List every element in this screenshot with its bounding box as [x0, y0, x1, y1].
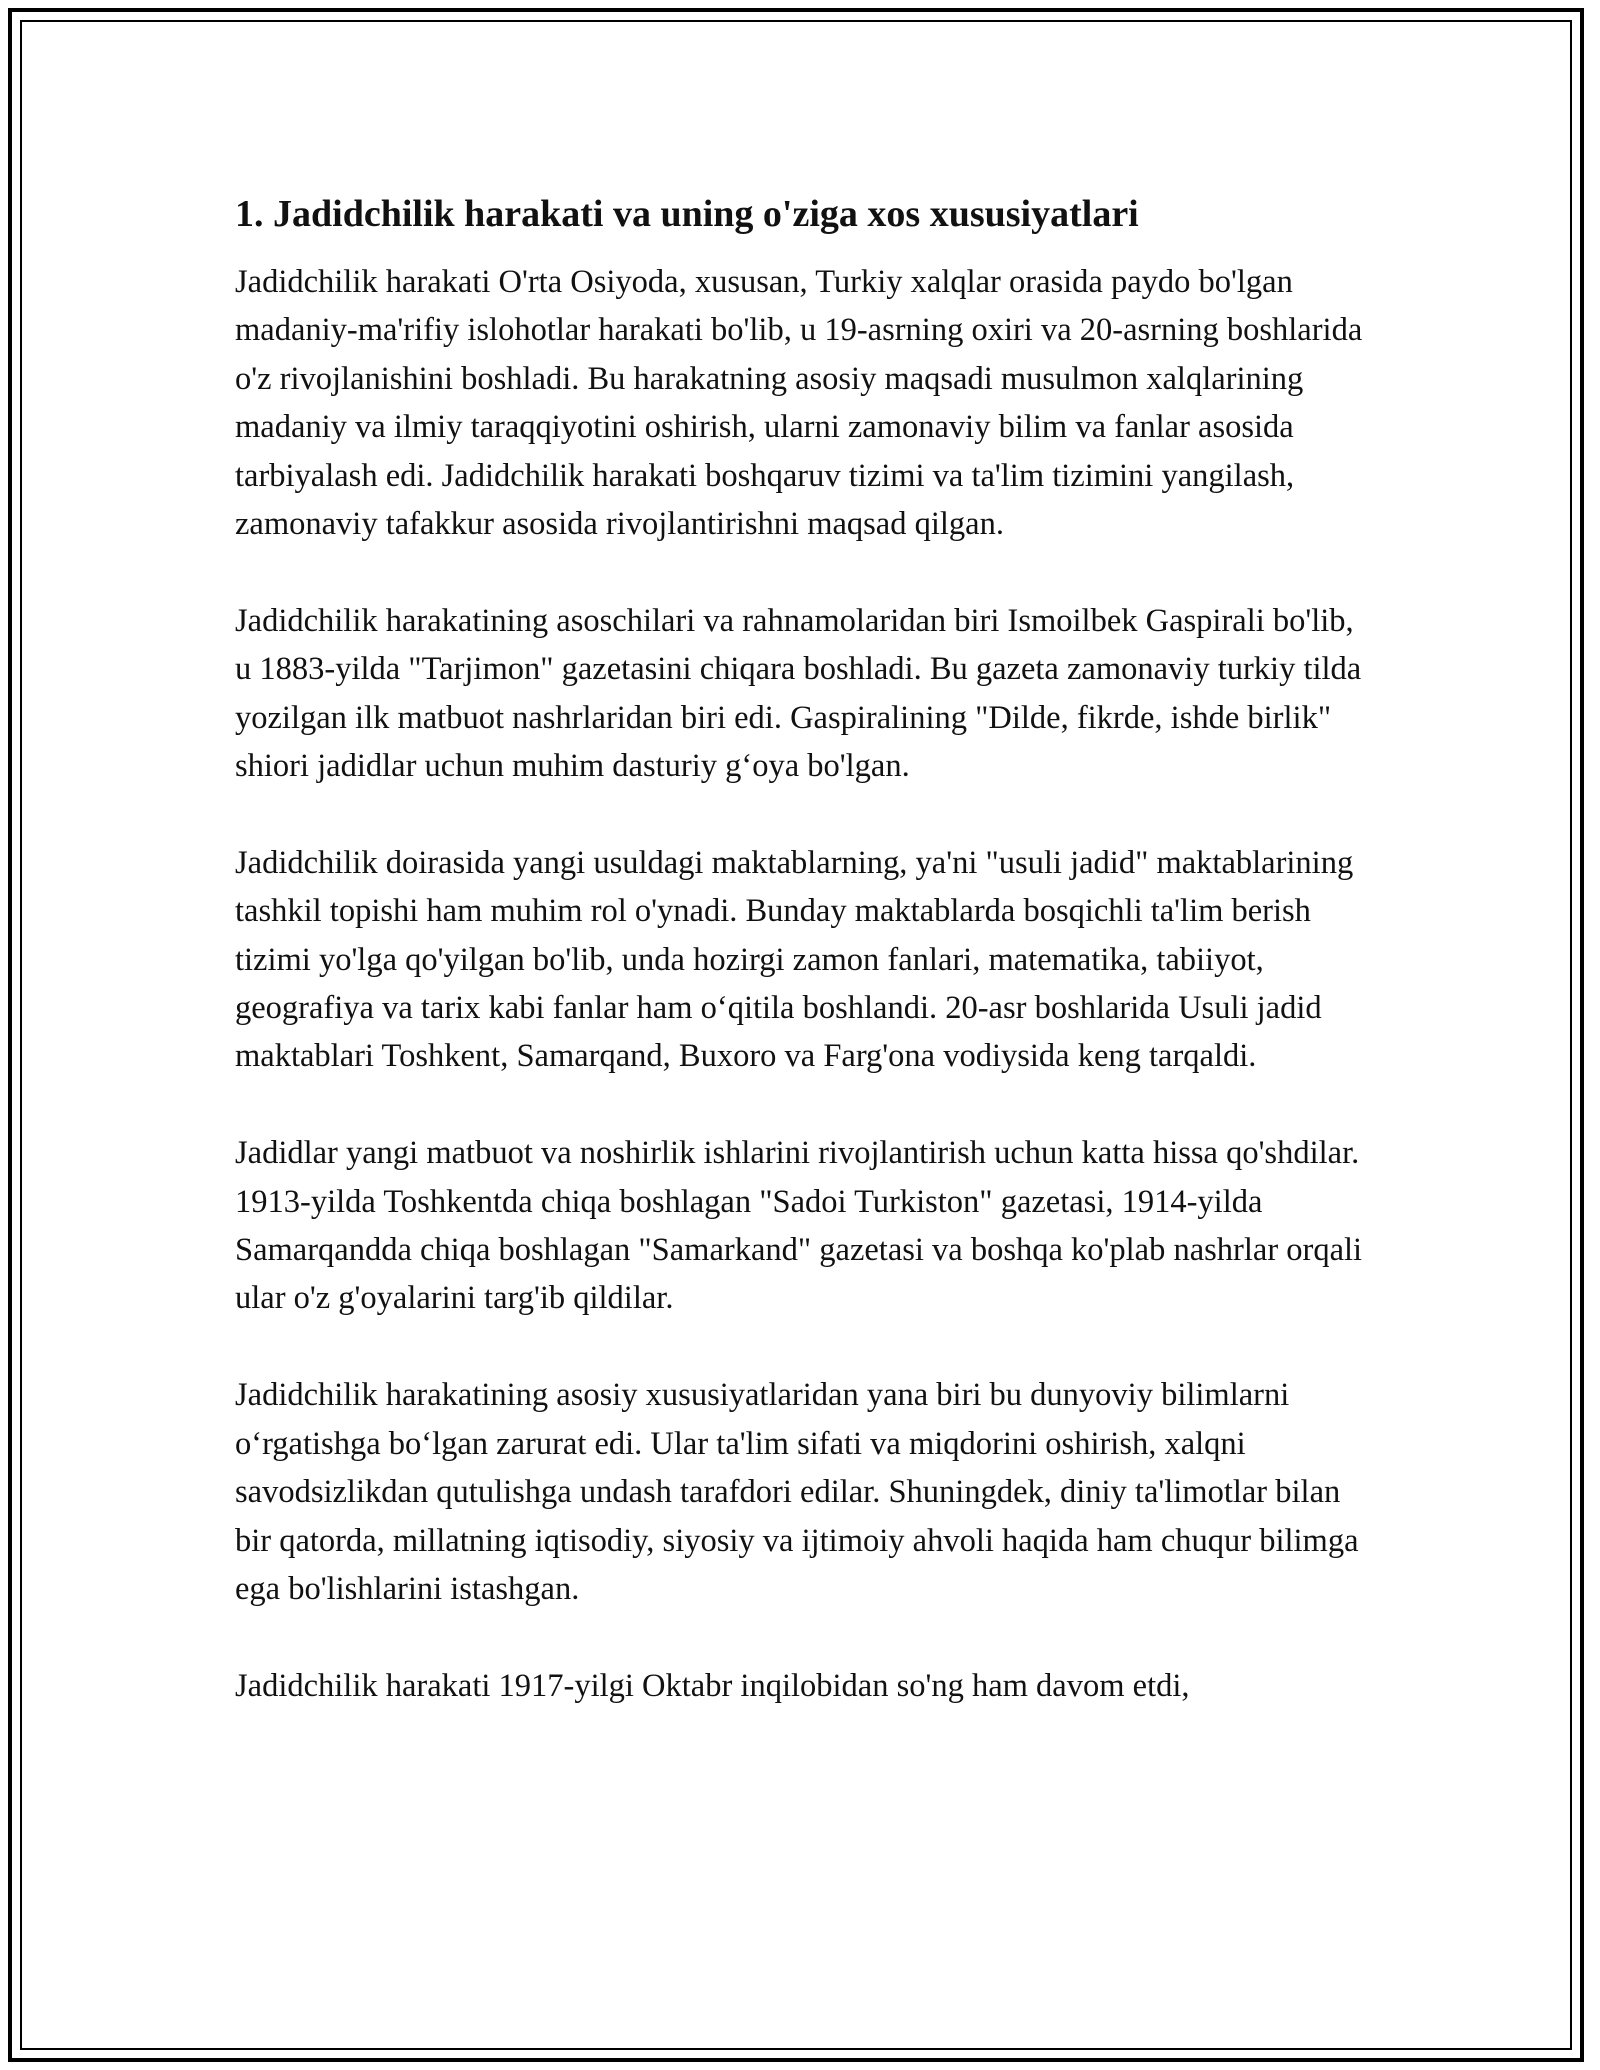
paragraph-secular-knowledge: Jadidchilik harakatining asosiy xususiyatlaridan yana biri bu dunyoviy bilimlarni o‘rgatishga bo‘lgan zarurat edi. Ular ta'lim sifati va miqdorini oshirish, xalqni savodsizlikdan qutulishga undash tarafdori edilar. Shuningdek, diniy ta'limotlar bilan bir qatorda, millatning iqtisodiy, siyosiy va ijtimoiy ahvoli haqida ham chuqur bilimga ega bo'lishlarini istashgan. — [235, 1377, 1359, 1607]
paragraph-press: Jadidlar yangi matbuot va noshirlik ishlarini rivojlantirish uchun katta hissa qo'shdilar. 1913-yilda Toshkentda chiqa boshlagan "Sadoi Turkiston" gazetasi, 1914-yilda Samarqandda chiqa boshlagan "Samarkand" gazetasi va boshqa ko'plab nashrlar orqali ular o'z g'oyalarini targ'ib qildilar. — [235, 1135, 1363, 1317]
paragraph-intro: Jadidchilik harakati O'rta Osiyoda, xususan, Turkiy xalqlar orasida paydo bo'lgan madaniy-ma'rifiy islohotlar harakati bo'lib, u 19-asrning oxiri va 20-asrning boshlarida o'z rivojlanishini boshladi. Bu harakatning asosiy maqsadi musulmon xalqlarining madaniy va ilmiy taraqqiyotini oshirish, ularni zamonaviy bilim va fanlar asosida tarbiyalash edi. Jadidchilik harakati boshqaruv tizimi va ta'lim tizimini yangilash, zamonaviy tafakkur asosida rivojlantirishni maqsad qilgan. — [235, 264, 1363, 543]
paragraph-gaspirali: Jadidchilik harakatining asoschilari va rahnamolaridan biri Ismoilbek Gaspirali bo'lib, u 1883-yilda "Tarjimon" gazetasini chiqara boshladi. Bu gazeta zamonaviy turkiy tilda yozilgan ilk matbuot nashrlaridan biri edi. Gaspiralining "Dilde, fikrde, ishde birlik" shiori jadidlar uchun muhim dasturiy g‘oya bo'lgan. — [235, 602, 1362, 785]
paragraph-usuli-jadid: Jadidchilik doirasida yangi usuldagi maktablarning, ya'ni "usuli jadid" maktablarining tashkil topishi ham muhim rol o'ynadi. Bunday maktablarda bosqichli ta'lim berish tizimi yo'lga qo'yilgan bo'lib, unda hozirgi zamon fanlari, matematika, tabiiyot, geografiya va tarix kabi fanlar ham o‘qitila boshlandi. 20-asr boshlarida Usuli jadid maktablari Toshkent, Samarqand, Buxoro va Farg'ona vodiysida keng tarqaldi. — [235, 844, 1354, 1075]
section-heading: 1. Jadidchilik harakati va uning o'ziga xos xususiyatlari — [235, 193, 1139, 235]
document-body — [235, 188, 1375, 1710]
paragraph-after-revolution: Jadidchilik harakati 1917-yilgi Oktabr inqilobidan so'ng ham davom etdi, — [235, 1667, 1190, 1704]
